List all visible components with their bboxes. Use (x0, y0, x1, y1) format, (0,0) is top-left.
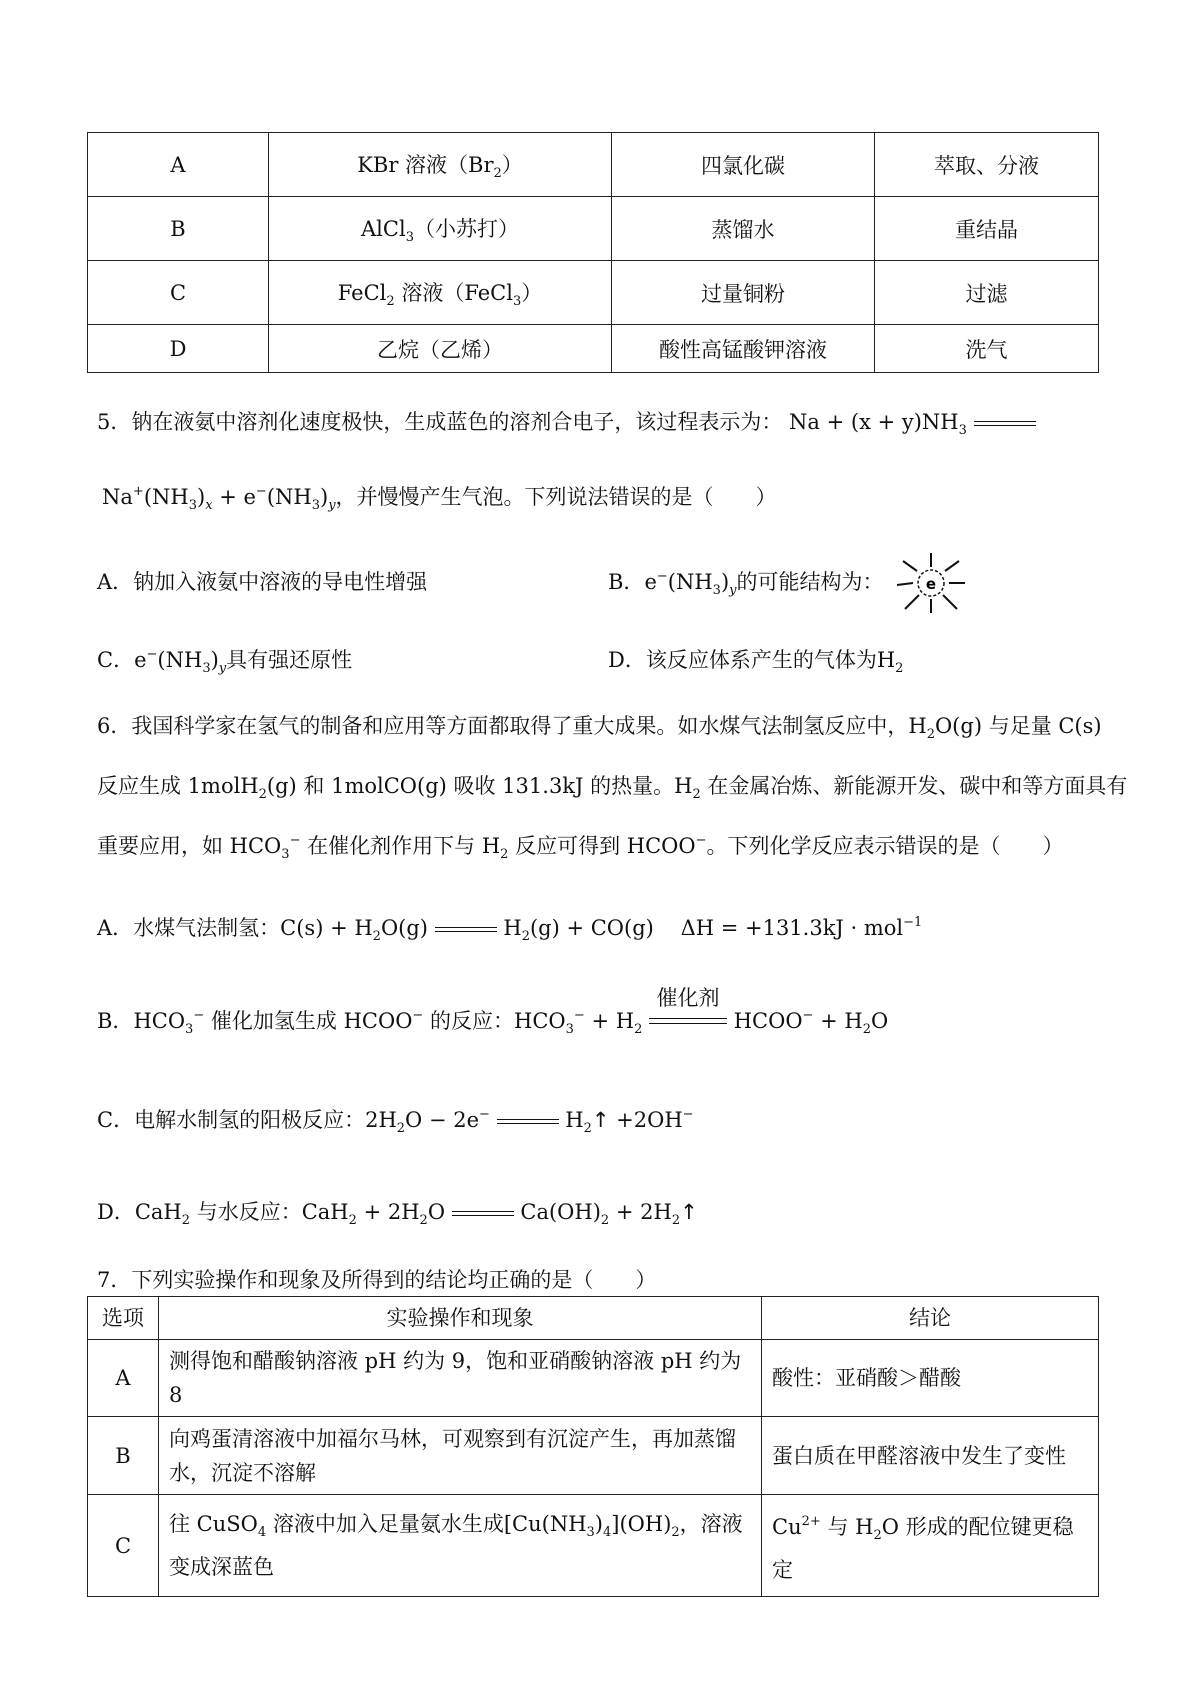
option-cell: B (88, 197, 269, 261)
option-cell: A (88, 1340, 159, 1417)
substance-cell: KBr 溶液$(Br_2)$ (269, 133, 612, 197)
operation-cell: 向鸡蛋清溶液中加福尔马林，可观察到有沉淀产生，再加蒸馏水，沉淀不溶解 (159, 1417, 762, 1495)
method-cell: 过滤 (875, 261, 1099, 325)
substance-cell: 乙烷（乙烯） (269, 325, 612, 373)
separation-table (87, 132, 1099, 373)
q6-line2: 反应生成 1molH$_2$(g) 和 1molCO(g) 吸收 131.3kJ 的热量。$H_2$ 在金属冶炼、新能源开发、碳中和等方面具有 (97, 774, 1128, 802)
table-row (88, 325, 1099, 373)
table-row (88, 133, 1099, 197)
conclusion-cell: 酸性：亚硝酸＞醋酸 (762, 1340, 1099, 1417)
option-cell: C (88, 261, 269, 325)
q6-line3: 重要应用，如 $HCO_3^-$ 在催化剂作用下与 $H_2$ 反应可得到 HCOO−。下列化学反应表示错误的是（ ） (97, 833, 1064, 862)
q5-option-b: B．$e^-(NH_3)_y$的可能结构为： (608, 569, 884, 598)
catalyst-arrow: 催化剂 (649, 1018, 727, 1028)
experiment-table (87, 1296, 1099, 1597)
reagent-cell: 酸性高锰酸钾溶液 (612, 325, 875, 373)
method-cell: 重结晶 (875, 197, 1099, 261)
q5-line1: 5．钠在液氨中溶剂化速度极快，生成蓝色的溶剂合电子，该过程表示为： $Na + (x + y)NH_3$ (97, 406, 1036, 438)
table-row (88, 1495, 1099, 1597)
table-row (88, 261, 1099, 325)
option-cell: C (88, 1495, 159, 1597)
reagent-cell: 四氯化碳 (612, 133, 875, 197)
option-cell: A (88, 133, 269, 197)
q6-option-d: D．CaH$_2$ 与水反应：$CaH_2 + 2H_2O$ $Ca(OH)_2$ + $2H_2↑$ (97, 1200, 698, 1228)
substance-cell: AlCl$_3$（小苏打） (269, 197, 612, 261)
q5-option-a: A．钠加入液氨中溶液的导电性增强 (97, 570, 428, 594)
header-operation: 实验操作和现象 (159, 1297, 762, 1340)
header-conclusion: 结论 (762, 1297, 1099, 1340)
electron-solvation-structure-icon (895, 551, 967, 615)
substance-cell: FeCl$_2$ 溶液（FeCl$_3$） (269, 261, 612, 325)
operation-cell: 往 CuSO$_4$ 溶液中加入足量氨水生成$[Cu(NH_3)_4](OH)_2$，溶液变成深蓝色 (159, 1495, 762, 1597)
q5-option-d: D．该反应体系产生的气体为$H_2$ (608, 648, 904, 676)
operation-cell: 测得饱和醋酸钠溶液 pH 约为 9，饱和亚硝酸钠溶液 pH 约为 8 (159, 1340, 762, 1417)
conclusion-cell: 蛋白质在甲醛溶液中发生了变性 (762, 1417, 1099, 1495)
option-cell: B (88, 1417, 159, 1495)
q6-line1: 6．我国科学家在氢气的制备和应用等方面都取得了重大成果。如水煤气法制氢反应中，$H_2O(g)$ 与足量 C(s) (97, 714, 1102, 742)
table-row (88, 1340, 1099, 1417)
table-row (88, 1417, 1099, 1495)
reagent-cell: 蒸馏水 (612, 197, 875, 261)
equals-sign (974, 421, 1036, 426)
q5-line2: $Na^+(NH_3)_x + e^-(NH_3)_y$，并慢慢产生气泡。下列说法错误的是（ ） (102, 484, 777, 513)
svg-text:e: e (925, 575, 937, 593)
q6-option-a: A．水煤气法制氢：$C(s) + H_2O(g) H_2(g) + CO(g)$ ΔH = +131.3kJ · mol$^{-1}$ (97, 915, 923, 944)
table-header-row (88, 1297, 1099, 1340)
q7-title: 7．下列实验操作和现象及所得到的结论均正确的是（ ） (97, 1268, 657, 1292)
table-row (88, 197, 1099, 261)
method-cell: 萃取、分液 (875, 133, 1099, 197)
option-cell: D (88, 325, 269, 373)
q5-option-c: C．$e^-(NH_3)_y$具有强还原性 (97, 647, 353, 676)
q6-option-b: B．$HCO_3^-$ 催化加氢生成 HCOO− 的反应：$HCO_3^- + H_2$ 催化剂 HCOO− + $H_2O$ (97, 985, 889, 1037)
header-option: 选项 (88, 1297, 159, 1340)
reagent-cell: 过量铜粉 (612, 261, 875, 325)
conclusion-cell: $Cu^{2+}$ 与 $H_2O$ 形成的配位键更稳定 (762, 1495, 1099, 1597)
method-cell: 洗气 (875, 325, 1099, 373)
q6-option-c: C．电解水制氢的阳极反应：$2H_2O - 2e^-$ $H_2↑ +2OH^-$ (97, 1107, 694, 1136)
